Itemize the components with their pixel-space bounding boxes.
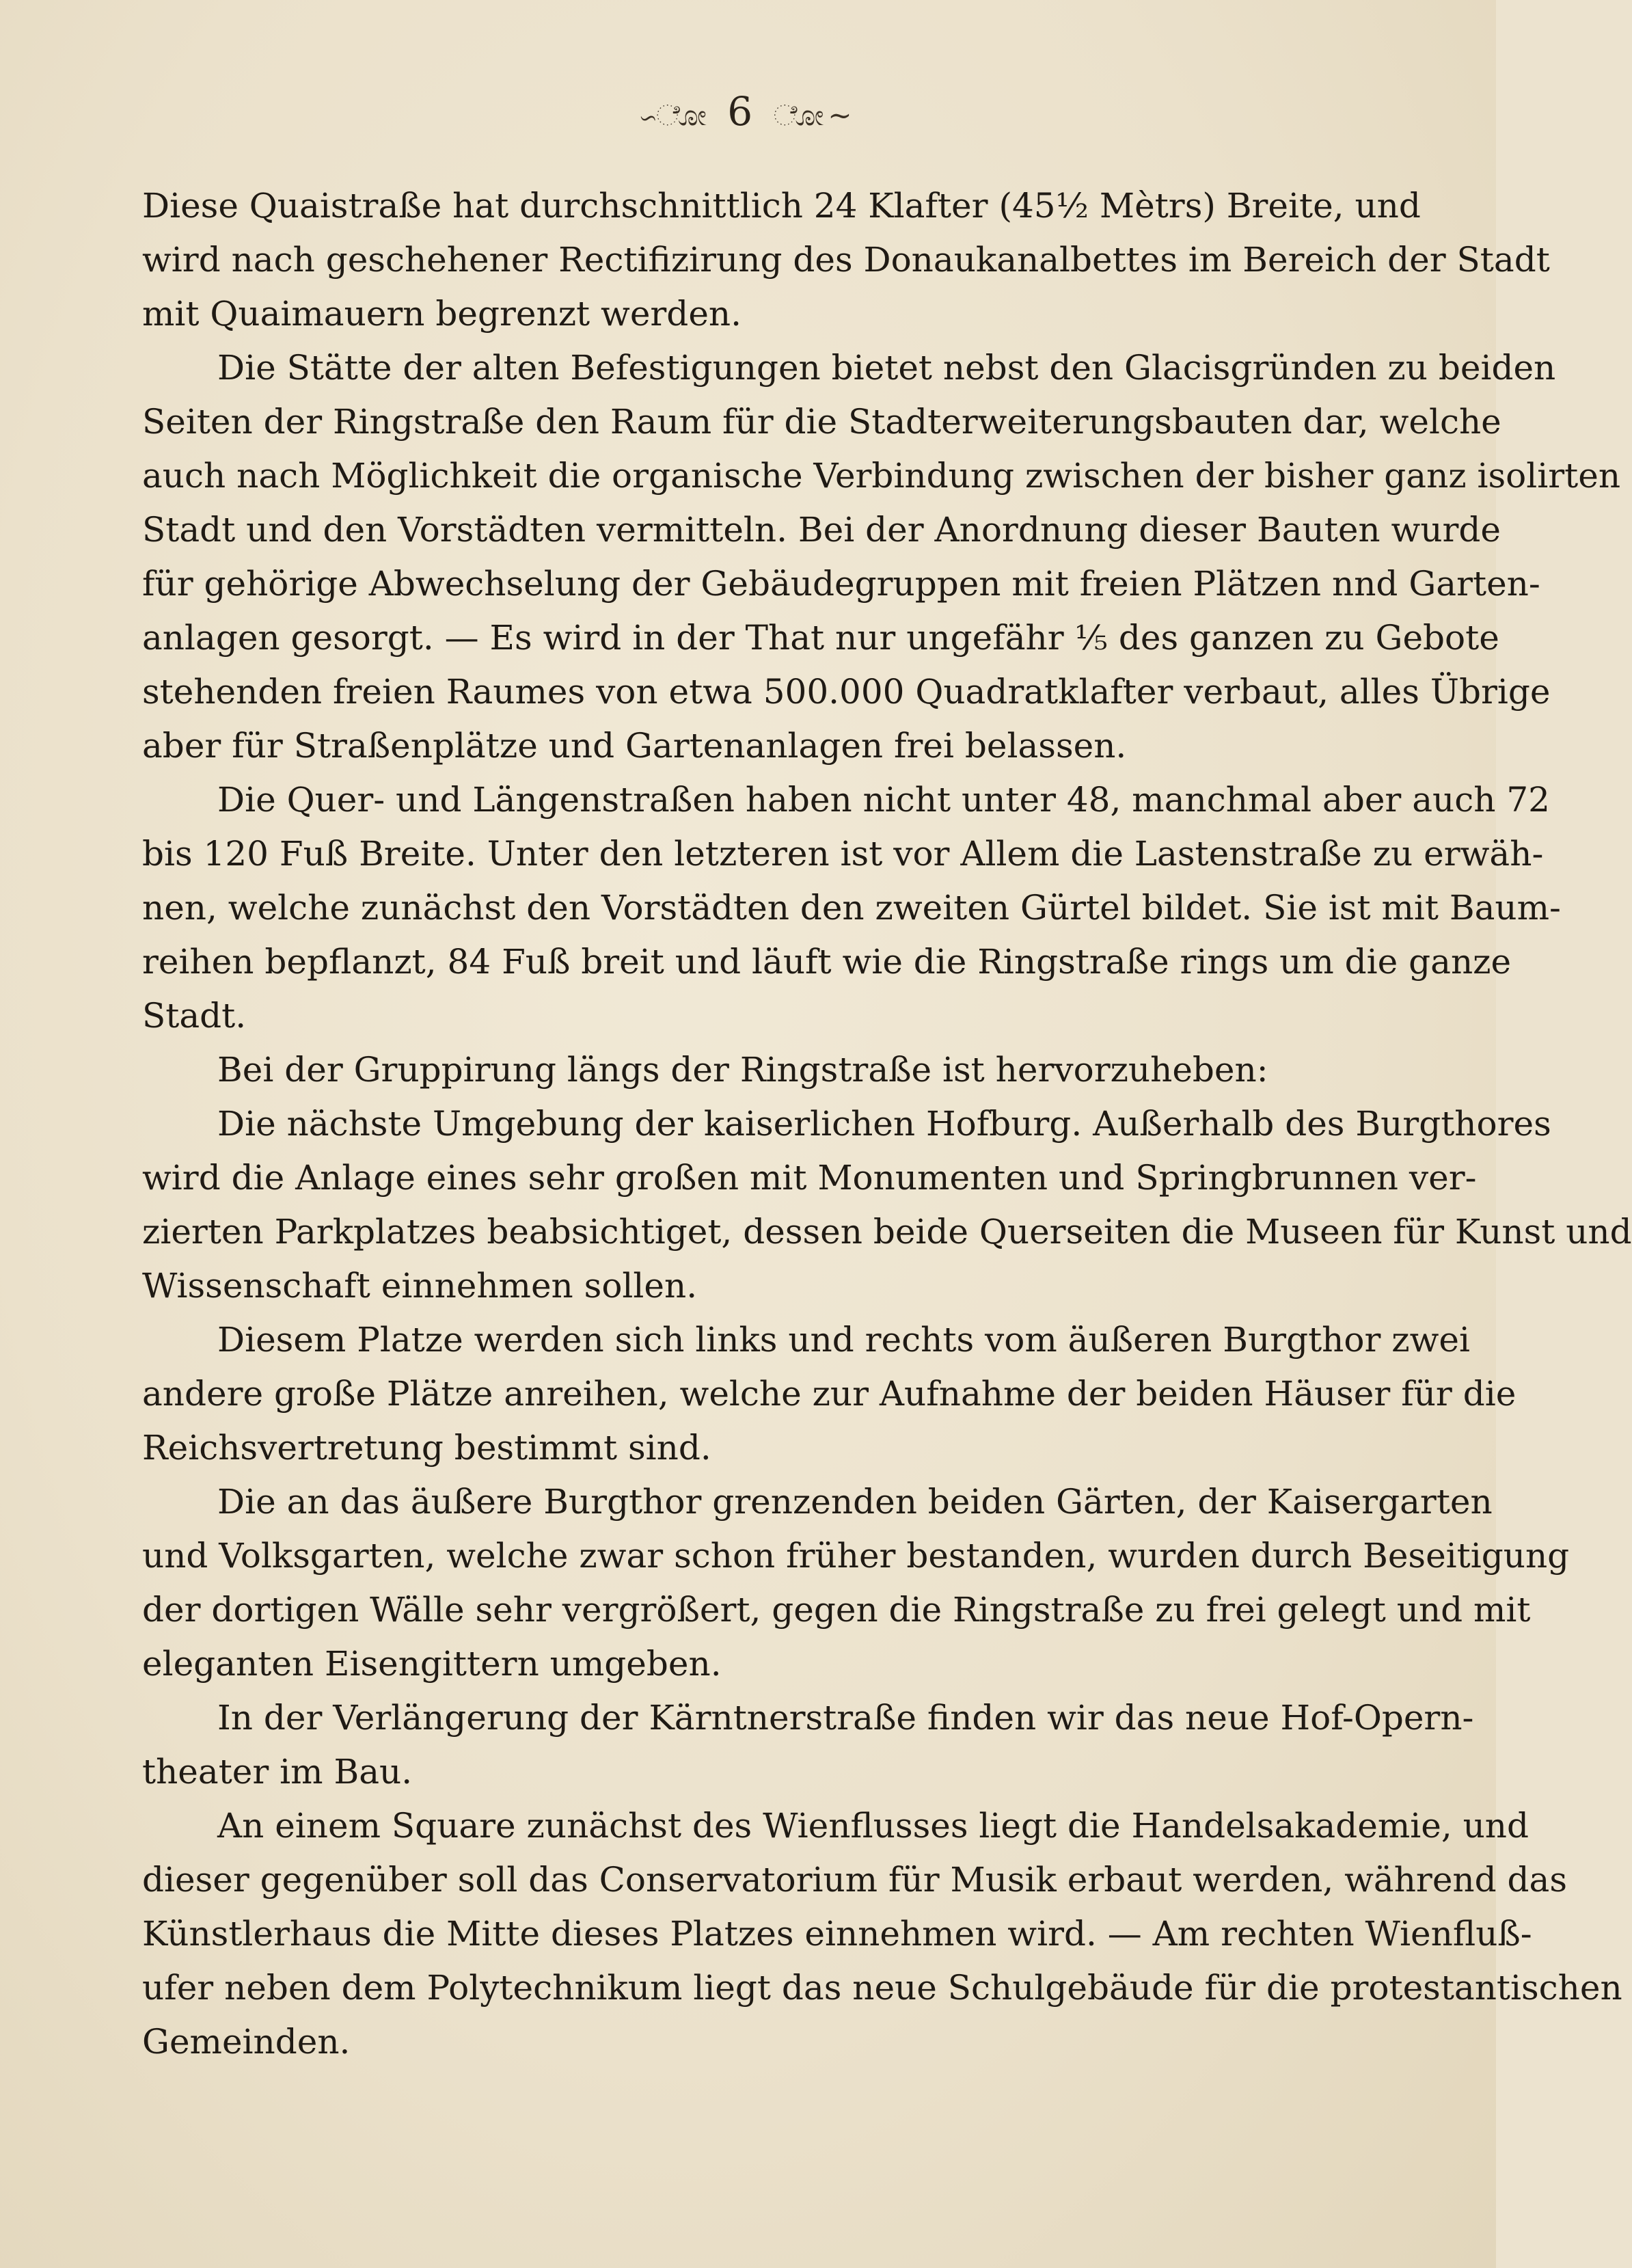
text-line: reihen bepflanzt, 84 Fuß breit und läuft wie die Ringstraße rings um die ganze xyxy=(142,942,1512,982)
text-line: auch nach Möglichkeit die organische Verbindung zwischen der bisher ganz isolirten xyxy=(142,456,1621,496)
page-header xyxy=(0,87,1496,139)
text-line: wird die Anlage eines sehr großen mit Monumenten und Springbrunnen ver- xyxy=(142,1158,1477,1198)
text-line: stehenden freien Raumes von etwa 500.000 Quadratklafter verbaut, alles Übrige xyxy=(142,672,1551,712)
text-line: Die Stätte der alten Befestigungen bietet nebst den Glacisgründen zu beiden xyxy=(217,348,1556,388)
text-line: Bei der Gruppirung längs der Ringstraße ist hervorzuheben: xyxy=(217,1050,1268,1090)
text-line: An einem Square zunächst des Wienflusses liegt die Handelsakademie, und xyxy=(217,1806,1529,1846)
text-line: nen, welche zunächst den Vorstädten den zweiten Gürtel bildet. Sie ist mit Baum- xyxy=(142,888,1561,928)
text-line: dieser gegenüber soll das Conservatorium für Musik erbaut werden, während das xyxy=(142,1860,1567,1900)
page-body xyxy=(142,179,1632,2069)
text-line: In der Verlängerung der Kärntnerstraße finden wir das neue Hof-Opern- xyxy=(217,1698,1474,1738)
page-number: 6 xyxy=(727,88,757,135)
text-line: eleganten Eisengittern umgeben. xyxy=(142,1644,722,1684)
text-line: Die Quer- und Längenstraßen haben nicht unter 48, manchmal aber auch 72 xyxy=(217,780,1550,820)
text-line: und Volksgarten, welche zwar schon früher bestanden, wurden durch Beseitigung xyxy=(142,1536,1570,1576)
text-line: Stadt und den Vorstädten vermitteln. Bei der Anordnung dieser Bauten wurde xyxy=(142,510,1501,550)
text-line: wird nach geschehener Rectifizirung des Donaukanalbettes im Bereich der Stadt xyxy=(142,240,1550,280)
text-line: ufer neben dem Polytechnikum liegt das neue Schulgebäude für die protestantischen xyxy=(142,1968,1622,2008)
text-line: Die nächste Umgebung der kaiserlichen Hofburg. Außerhalb des Burgthores xyxy=(217,1104,1551,1144)
text-line: anlagen gesorgt. — Es wird in der That nur ungefähr ⅕ des ganzen zu Gebote xyxy=(142,618,1499,658)
text-line: Gemeinden. xyxy=(142,2022,351,2062)
text-line: Künstlerhaus die Mitte dieses Platzes einnehmen wird. — Am rechten Wienfluß- xyxy=(142,1914,1532,1954)
text-line: der dortigen Wälle sehr vergrößert, gegen die Ringstraße zu frei gelegt und mit xyxy=(142,1590,1531,1630)
text-line: aber für Straßenplätze und Gartenanlagen frei belassen. xyxy=(142,726,1127,766)
text-line: Reichsvertretung bestimmt sind. xyxy=(142,1428,711,1468)
text-line: für gehörige Abwechselung der Gebäudegruppen mit freien Plätzen nnd Garten- xyxy=(142,564,1540,604)
text-line: zierten Parkplatzes beabsichtiget, dessen beide Querseiten die Museen für Kunst und xyxy=(142,1212,1632,1252)
text-line: Stadt. xyxy=(142,996,247,1036)
ornament-left-icon: ∽ೋ xyxy=(640,98,711,132)
text-line: andere große Plätze anreihen, welche zur Aufnahme der beiden Häuser für die xyxy=(142,1374,1517,1414)
text-line: mit Quaimauern begrenzt werden. xyxy=(142,294,742,334)
text-line: bis 120 Fuß Breite. Unter den letzteren ist vor Allem die Lastenstraße zu erwäh- xyxy=(142,834,1544,874)
text-line: Seiten der Ringstraße den Raum für die Stadterweiterungsbauten dar, welche xyxy=(142,402,1501,442)
text-line: Diesem Platze werden sich links und rechts vom äußeren Burgthor zwei xyxy=(217,1320,1471,1360)
text-line: Diese Quaistraße hat durchschnittlich 24 Klafter (45½ Mètrs) Breite, und xyxy=(142,186,1421,226)
text-line: Wissenschaft einnehmen sollen. xyxy=(142,1266,698,1306)
text-line: theater im Bau. xyxy=(142,1752,413,1792)
text-line: Die an das äußere Burgthor grenzenden beiden Gärten, der Kaisergarten xyxy=(217,1482,1493,1522)
ornament-right-icon: ೋ∼ xyxy=(773,98,856,132)
